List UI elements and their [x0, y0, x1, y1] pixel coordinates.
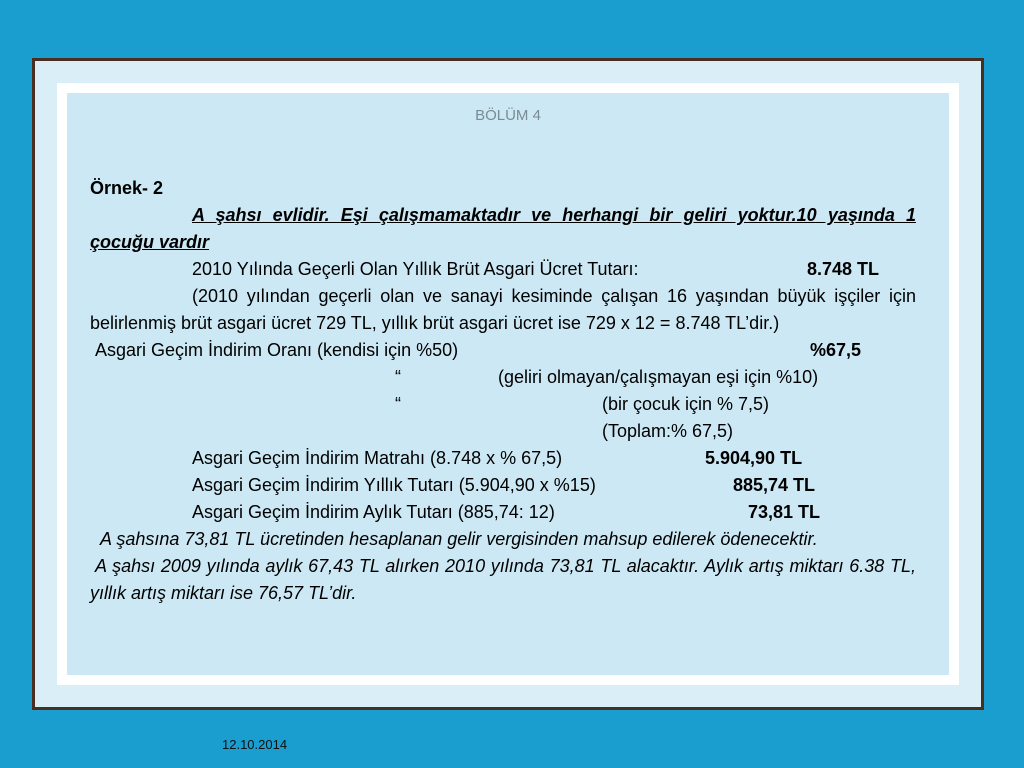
- total-text: (Toplam:% 67,5): [602, 421, 734, 441]
- child-row: [90, 391, 916, 418]
- footer-date: 12.10.2014: [222, 737, 288, 752]
- rate-label: Asgari Geçim İndirim Oranı (kendisi için %50): [95, 340, 459, 360]
- slide-content: [90, 175, 916, 607]
- conclusion-2: A şahsı 2009 yılında aylık 67,43 TL alırken 2010 yılında 73,81 TL alacaktır. Aylık artış miktarı 6.38 TL, yıllık artış miktarı ise 76,57 TL’dir.: [90, 556, 916, 603]
- case-statement-text: A şahsı evlidir. Eşi çalışmamaktadır ve herhangi bir geliri yoktur.10 yaşında 1 çocuğu vardır: [90, 205, 916, 252]
- monthly-row: [90, 499, 916, 526]
- child-text: (bir çocuk için % 7,5): [602, 394, 770, 414]
- min-wage-value: 8.748 TL: [807, 259, 880, 279]
- annual-label: Asgari Geçim İndirim Yıllık Tutarı (5.904,90 x %15): [192, 475, 596, 495]
- conclusion-1: A şahsına 73,81 TL ücretinden hesaplanan gelir vergisinden mahsup edilerek ödenecektir.: [100, 529, 818, 549]
- spouse-text: (geliri olmayan/çalışmayan eşi için %10): [498, 367, 819, 387]
- slide-panel: [67, 93, 949, 675]
- monthly-label: Asgari Geçim İndirim Aylık Tutarı (885,74: 12): [192, 502, 555, 522]
- slide-border: [57, 83, 959, 685]
- spouse-row: [90, 364, 916, 391]
- min-wage-row: [90, 256, 916, 283]
- rate-row: [90, 337, 916, 364]
- min-wage-label: 2010 Yılında Geçerli Olan Yıllık Brüt Asgari Ücret Tutarı:: [192, 259, 639, 279]
- ditto-mark-2: “: [395, 394, 401, 414]
- annual-row: [90, 472, 916, 499]
- rate-value: %67,5: [810, 340, 862, 360]
- base-row: [90, 445, 916, 472]
- example-heading: Örnek- 2: [90, 178, 164, 198]
- chapter-title: BÖLÜM 4: [475, 107, 541, 124]
- explanation-paragraph: (2010 yılından geçerli olan ve sanayi kesiminde çalışan 16 yaşından büyük işçiler için belirlenmiş brüt asgari ücret 729 TL, yıllık brüt asgari ücret ise 729 x 12 = 8.748 TL’dir.): [90, 286, 916, 333]
- base-value: 5.904,90 TL: [705, 448, 803, 468]
- slide-frame: [32, 58, 984, 710]
- base-label: Asgari Geçim İndirim Matrahı (8.748 x % 67,5): [192, 448, 563, 468]
- total-row: [90, 418, 916, 445]
- annual-value: 885,74 TL: [733, 475, 816, 495]
- case-statement: [90, 202, 916, 256]
- ditto-mark-1: “: [395, 367, 401, 387]
- monthly-value: 73,81 TL: [748, 502, 821, 522]
